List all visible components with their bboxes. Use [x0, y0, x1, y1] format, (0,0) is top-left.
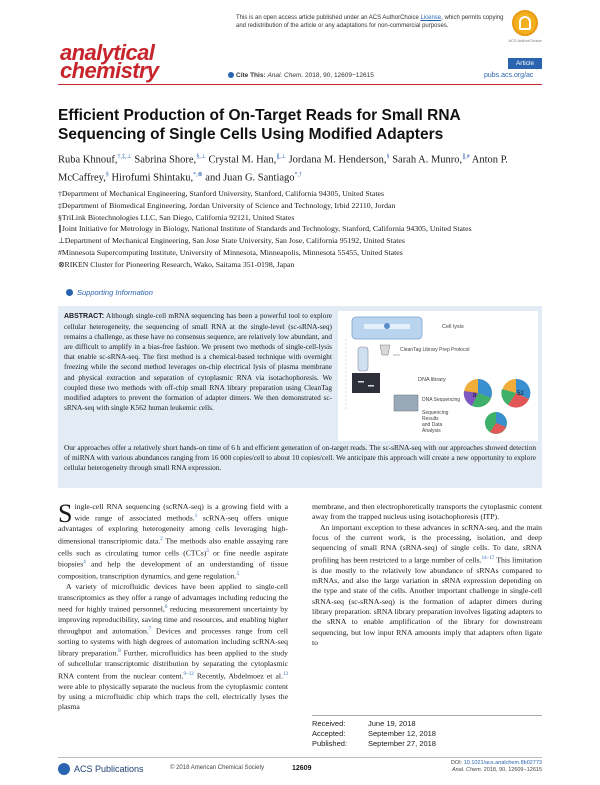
author-affiliation-mark: § [386, 154, 390, 160]
cite-details: 2018, 90, 12609−12615 [303, 72, 374, 79]
affiliation-line: §TriLink Biotechnologies LLC, San Diego, California 92121, United States [58, 212, 295, 222]
journal-logo-line2: chemistry [60, 58, 159, 83]
article-type-tab: Article [508, 58, 542, 69]
author-name[interactable]: Crystal M. Han, [208, 154, 277, 166]
citation-ref[interactable]: 13 [283, 671, 288, 677]
copyright-notice: © 2018 American Chemical Society [170, 765, 265, 771]
citation-ref[interactable]: 9−12 [183, 671, 194, 677]
doi-info: DOI: 10.1021/acs.analchem.8b02773 Anal. Chem. 2018, 90, 12609−12615 [450, 760, 542, 773]
pie-2-label: 52 [517, 391, 524, 397]
label-dna-library: DNA library [418, 377, 446, 383]
date-label: Published: [312, 739, 348, 748]
date-value: September 27, 2018 [368, 739, 436, 748]
supporting-info-icon [66, 289, 73, 296]
citation-ref[interactable]: 2 [160, 536, 163, 542]
acs-logo-icon [58, 763, 70, 775]
author-list [58, 150, 548, 185]
label-seq-results-2: Results [422, 416, 439, 422]
label-cleantag: CleanTag Library Prep Protocol [400, 347, 470, 353]
sample-tube-icon [358, 347, 368, 371]
date-label: Accepted: [312, 729, 346, 738]
label-seq-results-1: Sequencing [422, 410, 449, 416]
citation-ref[interactable]: 8 [118, 649, 121, 655]
supporting-info-link[interactable] [66, 288, 153, 297]
label-cell-lysis: Cell lysis [442, 324, 464, 330]
drop-cap: S [58, 499, 73, 528]
author-name[interactable]: Sarah A. Munro, [392, 154, 463, 166]
abstract-label: ABSTRACT: [64, 313, 105, 320]
paragraph: A variety of microfluidic devices have been applied to single-cell transcriptomics as they offer a range of advantages including reducing the need for highly trained personnel,$^6$ reducing measurement uncertainty by improving reproducibility, saving time and resources, and enabling higher throughput and automation.$^7$ Devices and processes range from cell sorting to systems with high degrees of automation including scRNA-seq library preparation.$^8$ Further, microfluidics has been applied to the study of subcellular transcriptomic distribution by separating the cytoplasmic RNA content from the nuclear content.$^{9-12}$ Recently, Abdelmoez et al.$^{13}$ were able to physically separate the nucleus from the cytoplasmic content by using a microfluidic chip which traps the cell, electrically lyses the plasma [58, 582, 288, 712]
cite-journal: Anal. Chem. [267, 72, 304, 79]
doi-details: 2018, 90, 12609−12615 [482, 767, 542, 773]
body-column-right [312, 502, 542, 648]
affiliation-line: ‡Department of Biomedical Engineering, Jordan University of Science and Technology, Irbid 22110, Jordan [58, 200, 396, 210]
citation-ref[interactable]: 3 [206, 548, 209, 554]
cite-label: Cite This: [236, 72, 266, 79]
gel-image [352, 373, 380, 393]
supporting-info-label: Supporting Information [77, 288, 153, 297]
citation-ref[interactable]: 1 [194, 514, 198, 520]
author-name[interactable]: and Juan G. Santiago [205, 172, 295, 183]
page-number: 12609 [292, 765, 312, 772]
author-name[interactable]: Jordana M. Henderson, [288, 154, 387, 166]
pie-chart-3 [485, 412, 507, 434]
abstract-text-continued: Our approaches offer a relatively short hands-on time of 6 h and efficient generation of on-target reads. The sc-sRNA-seq with our approaches showed detection of miRNA with various abundances ranging from 16 000 copies/cell to about 10 copies/cell. We anticipate this approach will create a new opportunity to explore cellular heterogeneity through small RNA expression. [64, 443, 536, 473]
label-dna-sequencing: DNA Sequencing [422, 397, 461, 403]
author-name[interactable]: Ruba Khnouf, [58, 154, 118, 166]
affiliation-line: ∥Joint Initiative for Metrology in Biology, National Institute of Standards and Technology, Stanford, California 94305, United States [58, 224, 472, 234]
sequencer-icon [394, 395, 418, 411]
affiliation-line: ⊗RIKEN Cluster for Pioneering Research, Wako, Saitama 351-0198, Japan [58, 259, 295, 269]
date-value: September 12, 2018 [368, 729, 436, 738]
open-access-notice [236, 14, 506, 30]
affiliation-line: #Minnesota Supercomputing Institute, University of Minnesota, Minneapolis, Minnesota 55455, United States [58, 247, 403, 257]
label-seq-results-4: Analysis [422, 428, 441, 434]
author-affiliation-mark: *,⊗ [193, 171, 203, 178]
author-affiliation-mark: § [105, 171, 109, 178]
abstract-body: Although single-cell mRNA sequencing has been a powerful tool to explore cellular heterogeneity, the sequencing of small RNA at the single-level (sc-sRNA-seq) remains a challenge, as these have no consensus sequence, are relatively low abundant, and are difficult to amplify in a bias-free fashion. We present two methods of single-cell-lysis that enable sc-sRNA-seq. The first method is a chemical-based technique with overnight freezing while the second method leverages on-chip electrical lysis of plasma membrane and physical extraction and separation of cytoplasmic RNA via isotachophoresis. We coupled these two methods with off-chip small RNA library preparation using CleanTag modified adapters to prevent the formation of adapter dimers. We then demonstrated sc-sRNA-seq with single K562 human leukemic cells. [64, 311, 332, 412]
citation-ref[interactable]: 7 [148, 627, 152, 633]
author-affiliation-mark: †,‡,⊥ [117, 154, 132, 160]
pie-chart-1 [464, 379, 492, 407]
author-affiliation-mark: *,† [294, 171, 303, 178]
cell-icon [384, 323, 390, 329]
open-access-badge-icon[interactable] [512, 10, 538, 36]
cite-icon [228, 72, 234, 78]
date-label: Received: [312, 719, 346, 728]
journal-logo[interactable] [58, 40, 228, 82]
date-value: June 19, 2018 [368, 719, 416, 728]
doi-journal: Anal. Chem. [451, 767, 483, 773]
paragraph: An important exception to these advances in scRNA-seq, and the main focus of the current work, is the processing, isolation, and deep sequencing of small RNA (sRNA-seq) of single cells. To date, sRNA profiling has been restricted to a large number of cells.$^{14-17}$ This limitation is due mostly to the relatively low abundance of sRNAs compared to mRNAs, and also the large variation in sRNA expression depending on the type and state of the cells. Another important challenge in single-cell sRNA-seq (sc-sRNA-seq) is the formation of adapter dimers during library preparation. sRNA library preparation involves ligating adapters to the sRNA to enable amplification of the library for downstream sequencing, but low input RNA amounts imply that adapters often ligate to [312, 522, 542, 648]
publisher-name: ACS Publications [74, 764, 144, 774]
pie-chart-2 [501, 379, 530, 408]
label-seq-results-3: and Data [422, 422, 443, 428]
publication-dates [312, 715, 542, 749]
doi-link[interactable]: 10.1021/acs.analchem.8b02773 [463, 760, 542, 766]
journal-logo-line1: analytical [60, 40, 155, 65]
footer-divider [58, 757, 542, 758]
journal-url-link[interactable]: pubs.acs.org/ac [484, 72, 534, 79]
author-name[interactable]: Anton P. McCaffrey, [58, 154, 508, 183]
citation-ref[interactable]: 14−17 [481, 555, 495, 561]
citation-ref[interactable]: 5 [236, 572, 239, 578]
affiliation-line: †Department of Mechanical Engineering, Stanford University, Stanford, California 94305, United States [58, 189, 385, 198]
paper-title: Efficient Production of On-Target Reads for Small RNA Sequencing of Single Cells Using Modified Adapters [58, 107, 461, 143]
toc-graphic [338, 311, 538, 441]
pie-1-label: 8 [473, 393, 477, 399]
pipette-icon [380, 345, 390, 355]
paragraph: membrane, and then electrophoretically transports the cytoplasmic content away from the trapped nucleus using isotachophoresis (ITP). [312, 502, 542, 522]
cite-this[interactable] [228, 72, 374, 79]
acs-publications-logo[interactable] [58, 763, 144, 775]
abstract-text [64, 311, 332, 413]
author-affiliation-mark: §,⊥ [196, 154, 206, 160]
open-access-badge-label: ACS AuthorChoice [508, 38, 542, 43]
affiliation-line: ⊥Department of Mechanical Engineering, San Jose State University, San Jose, California 95192, United States [58, 236, 405, 246]
citation-ref[interactable]: 6 [164, 604, 168, 610]
author-name[interactable]: Sabrina Shore, [134, 154, 197, 166]
author-name[interactable]: Hirofumi Shintaku, [111, 172, 194, 183]
notice-text: This is an open access article published under an ACS AuthorChoice [236, 15, 421, 21]
citation-ref[interactable]: 4 [83, 560, 86, 566]
license-link[interactable]: License [420, 15, 442, 21]
paragraph: Single-cell RNA sequencing (scRNA-seq) is a growing field with a wide range of associated methods.$^1$ scRNA-seq offers unique advantages of exploring heterogeneity among cells leveraging high-dimensional transcriptomic data.$^2$ The methods also enable assaying rare cells such as circulating tumor cells (CTCs)$^3$ or fine needle aspirate biopsies$^4$ and help the development of an understanding of tissue composition, transcription dynamics, and gene regulation.$^5$ [58, 499, 289, 581]
author-affiliation-mark: ∥,⊥ [276, 154, 286, 160]
affiliation-list [58, 188, 548, 271]
author-affiliation-mark: ∥,# [462, 154, 470, 160]
notice-text-end: , which permits copying and redistribution of the article or any adaptations for non-commercial purposes. [236, 15, 504, 29]
header-divider [58, 84, 542, 85]
body-column-left [58, 499, 289, 713]
